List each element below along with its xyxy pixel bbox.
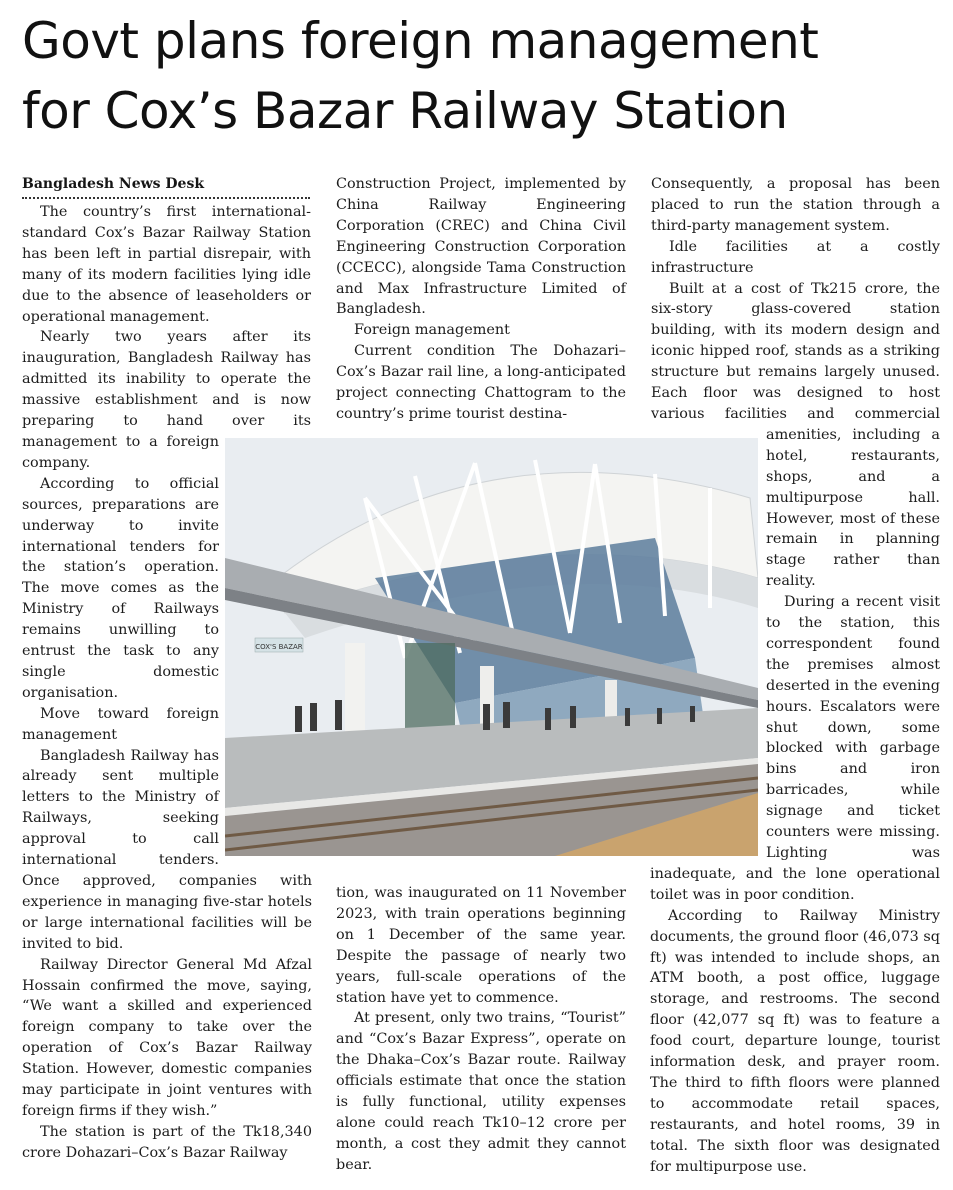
- subheading: Foreign management: [354, 322, 510, 339]
- paragraph: Current condition The Dohazari–Cox’s Bazar rail line, a long-anticipated project connecting Chattogram to the country’s prime tourist destina-: [336, 343, 626, 422]
- paragraph: Nearly two years after its inauguration, Bangladesh Railway has admitted its inability to operate the massive establishment and is now preparing to hand over its management to a foreign company.: [22, 329, 311, 471]
- byline: Bangladesh News Desk: [22, 175, 310, 199]
- paragraph: The country’s first international-standard Cox’s Bazar Railway Station has been left in partial disrepair, with many of its modern facilities lying idle due to the absence of leaseholders or operational management.: [22, 204, 311, 325]
- subheading: Idle facilities at a costly infrastructure: [651, 238, 940, 276]
- paragraph: According to official sources, preparations are underway to invite international tenders for the station’s operation. The move comes as the Ministry of Railways remains unwilling to entrust the task to any single domestic organisation.: [22, 475, 219, 701]
- paragraph: Railway Director General Md Afzal Hossain confirmed the move, saying, “We want a skilled and experienced foreign company to take over the operation of Cox’s Bazar Railway Station. However, domestic companies may participate in joint ventures with foreign firms if they wish.”: [22, 956, 312, 1119]
- paragraph: Built at a cost of Tk215 crore, the six-story glass-covered station building, with its modern design and iconic hipped roof, stands as a striking structure but remains largely unused. Each floor was designed to host various facilities and commercial amenities, including a hotel, restaurants, shops, and a multipurpose hall. However, most of these remain in planning stage rather than reality.: [651, 280, 940, 590]
- paragraph: At present, only two trains, “Tourist” and “Cox’s Bazar Express”, operate on the Dhaka–Cox’s Bazar route. Railway officials estimate that once the station is fully functional, utility expenses alone could reach Tk10–12 crore per month, a cost they admit they cannot bear.: [336, 1010, 626, 1173]
- subheading: Move toward foreign management: [22, 705, 219, 743]
- station-sign-text: COX'S BAZAR: [255, 643, 303, 651]
- paragraph: Consequently, a proposal has been placed to run the station through a third-party management system.: [651, 176, 940, 234]
- column-2-top: [336, 174, 626, 425]
- paragraph: According to Railway Ministry documents, the ground floor (46,073 sq ft) was intended to include shops, an ATM booth, a post office, luggage storage, and restrooms. The second floor (42,077 sq ft) was to feature a food court, departure lounge, tourist information desk, and prayer room. The third to fifth floors were planned to accommodate retail spaces, restaurants, and hotel rooms, 39 in total. The sixth floor was designated for multipurpose use.: [650, 907, 940, 1175]
- headline-line-1: Govt plans foreign management: [22, 12, 819, 70]
- station-photo: [225, 438, 758, 856]
- paragraph: tion, was inaugurated on 11 November 2023, with train operations beginning on 1 December of the same year. Despite the passage of nearly two years, full-scale operations of the station have yet to commence.: [336, 885, 626, 1006]
- paragraph: The station is part of the Tk18,340 crore Dohazari–Cox’s Bazar Railway: [22, 1123, 312, 1161]
- paragraph: Construction Project, implemented by China Railway Engineering Corporation (CREC) and China Civil Engineering Construction Corporation (CCECC), alongside Tama Construction and Max Infrastructure Limited of Bangladesh.: [336, 176, 626, 318]
- headline: [22, 6, 947, 146]
- paragraph: Bangladesh Railway has already sent multiple letters to the Ministry of Railways, seeking approval to call international tenders. Once approved, companies with experience in managing five-star hotels or large international facilities will be invited to bid.: [22, 747, 312, 952]
- wrap-offset: [311, 202, 312, 432]
- headline-line-2: for Cox’s Bazar Railway Station: [22, 82, 788, 140]
- column-2-bottom: [336, 883, 626, 1176]
- station-illustration: [225, 438, 758, 856]
- paragraph: During a recent visit to the station, this correspondent found the premises almost deserted in the evening hours. Escalators were shut down, some blocked with garbage bins and iron barricades, while signage and ticket counters were missing. Lighting was inadequate, and the lone operational toilet was in poor condition.: [650, 594, 940, 903]
